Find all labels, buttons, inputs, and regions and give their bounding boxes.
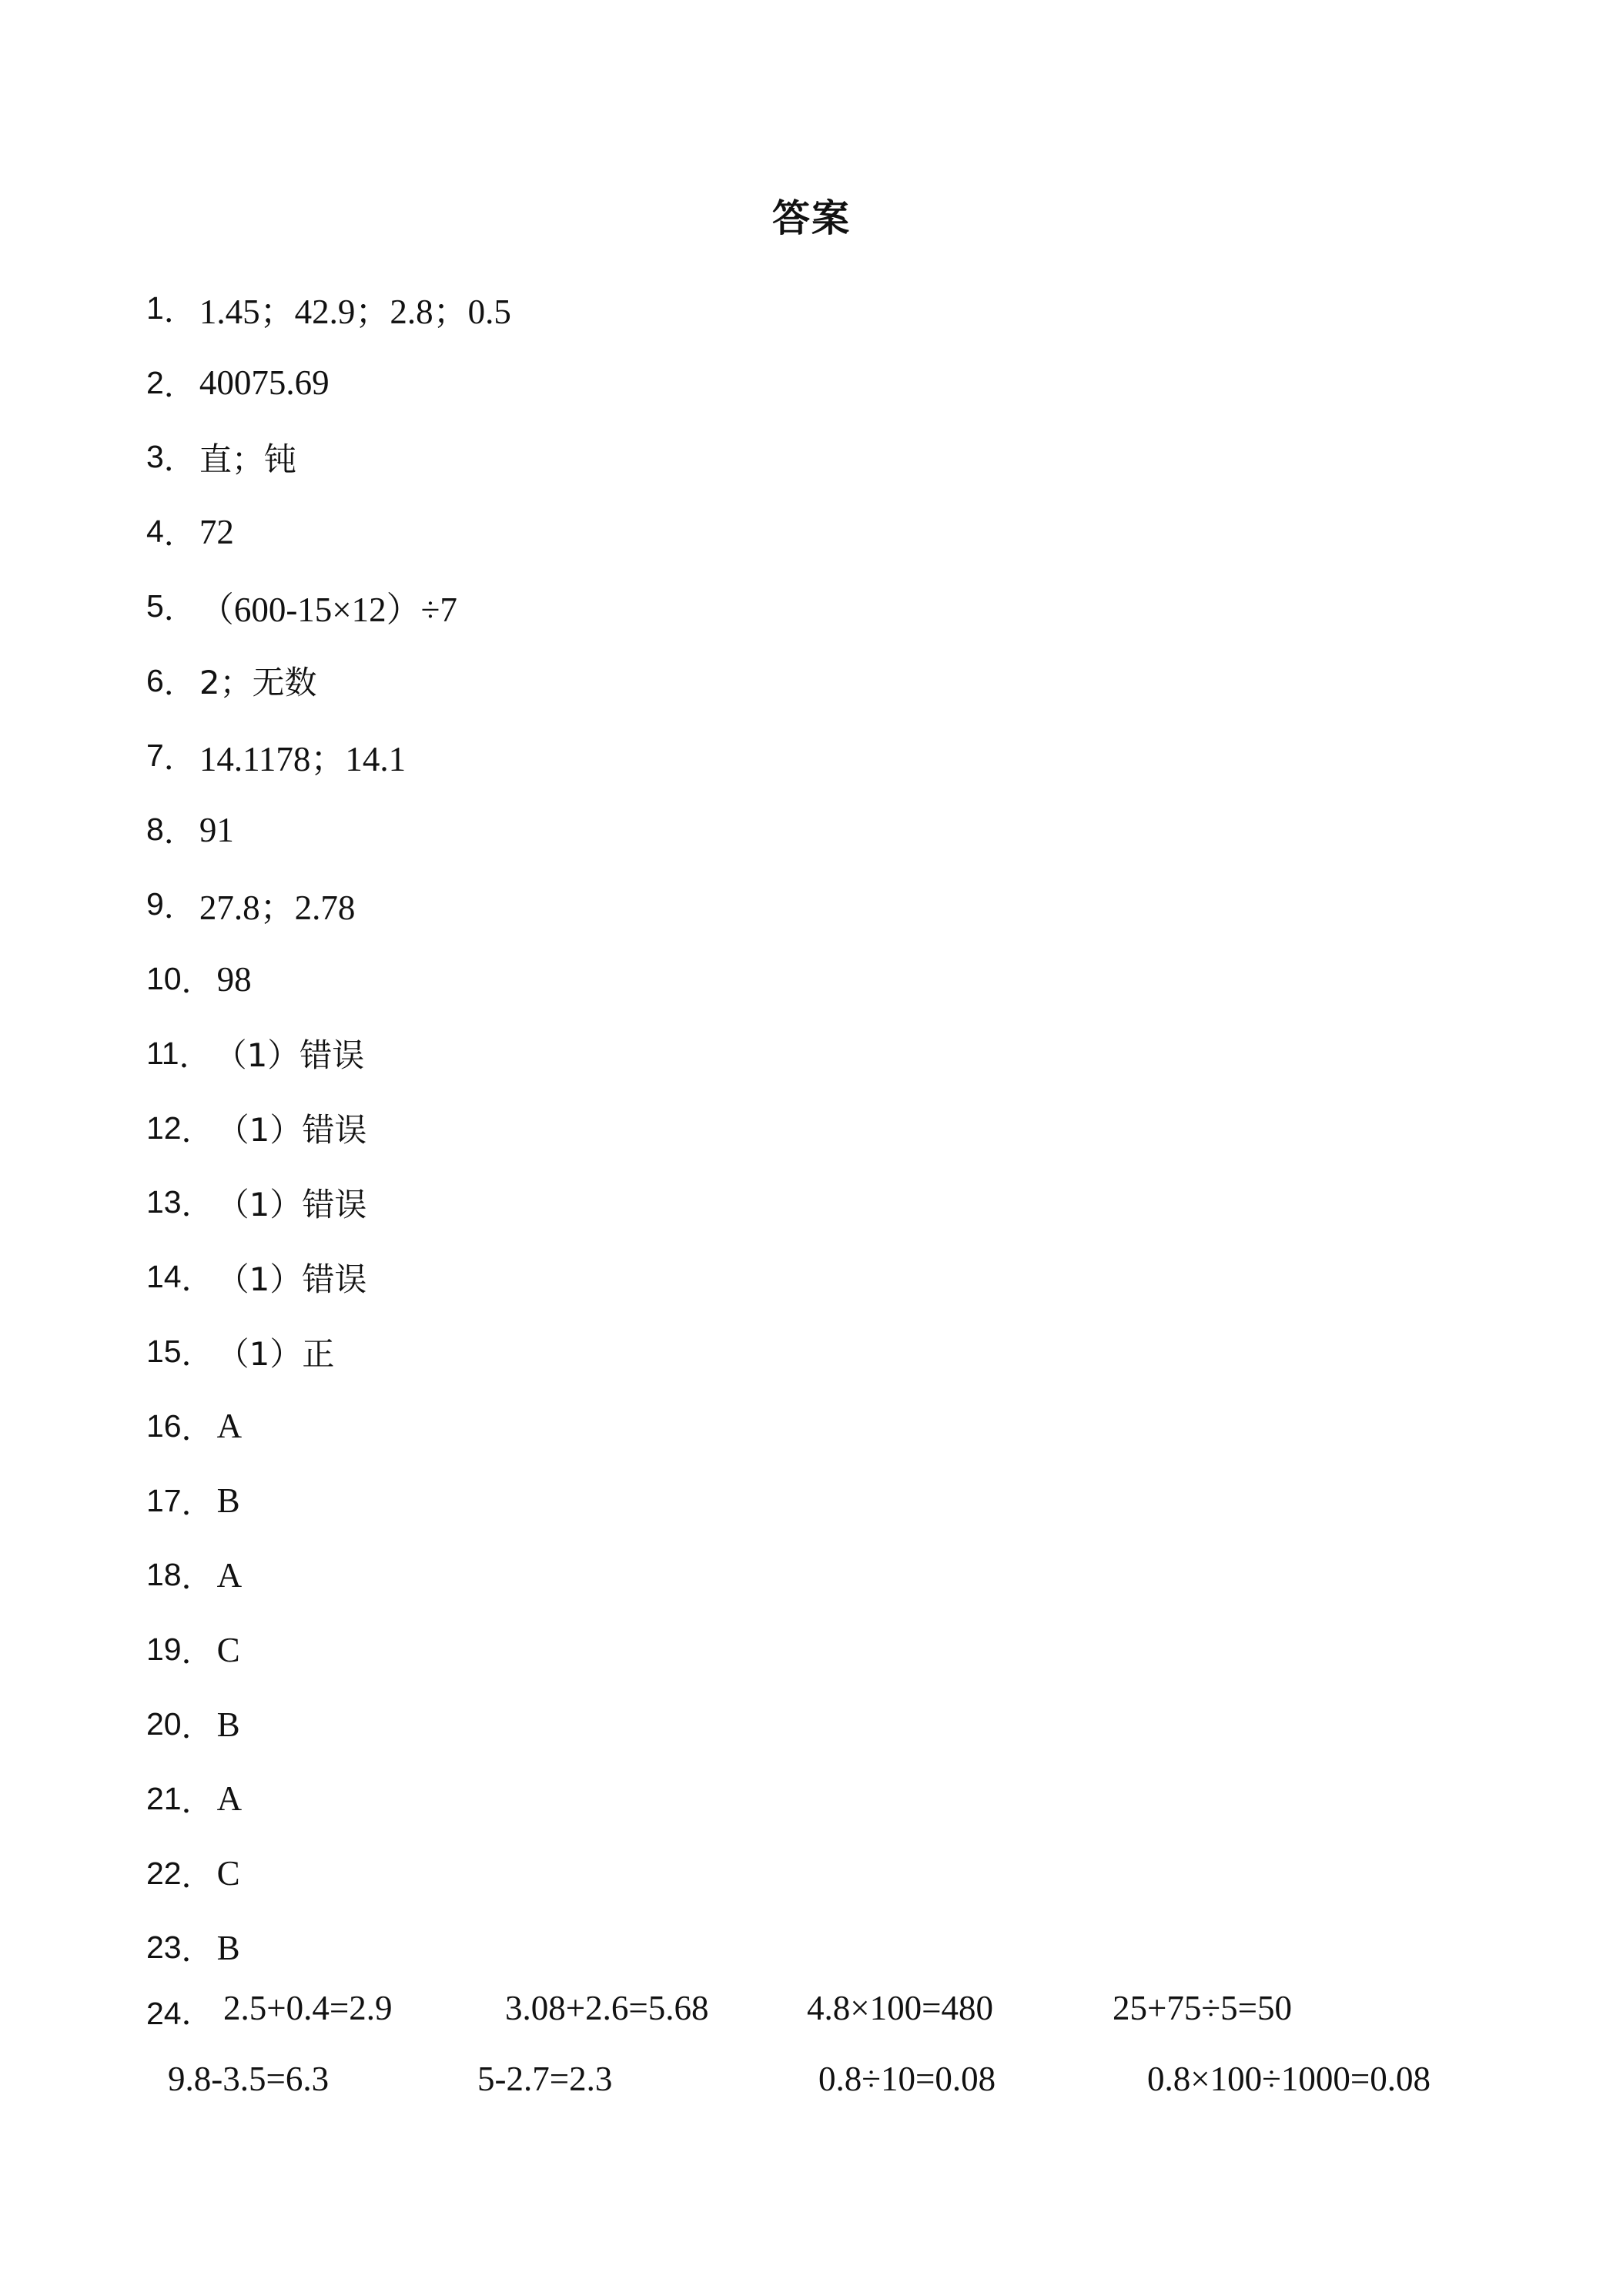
answer-text: A xyxy=(216,1407,243,1446)
answer-text: A xyxy=(216,1779,243,1819)
answer-separator: ． xyxy=(163,292,196,330)
answer-item xyxy=(146,569,1501,644)
answer-separator: ． xyxy=(163,441,196,479)
answer-number: 20 xyxy=(146,1706,182,1742)
answer-number: 6 xyxy=(146,662,164,698)
answer-separator: ． xyxy=(163,366,196,404)
answer-text: A xyxy=(216,1555,243,1595)
answer-item xyxy=(146,644,1501,718)
answer-number: 4 xyxy=(146,514,164,550)
answer-text: 72 xyxy=(199,512,234,551)
answer-item xyxy=(146,1464,1501,1538)
q24-calc-3: 4.8×100=480 xyxy=(807,1989,994,2027)
answer-text: B xyxy=(216,1928,240,1967)
answer-text: 直；钝 xyxy=(199,440,296,478)
answer-text: C xyxy=(216,1854,240,1893)
answer-number: 18 xyxy=(146,1557,182,1593)
answer-separator: ． xyxy=(181,1634,213,1672)
answer-text: （1）错误 xyxy=(216,1185,367,1223)
page-title: 答案 xyxy=(771,196,851,240)
q24-number: 24． xyxy=(146,1995,213,2032)
answer-number: 8 xyxy=(146,812,164,848)
answer-number: 19 xyxy=(146,1632,182,1668)
q24-calc-1: 2.5+0.4=2.9 xyxy=(223,1989,393,2027)
answer-separator: ． xyxy=(179,1037,211,1075)
answer-item xyxy=(146,1538,1501,1613)
answer-number: 17 xyxy=(146,1482,182,1518)
q24-row-1 xyxy=(146,1988,1532,2034)
q24-calc-7: 0.8÷10=0.08 xyxy=(818,2060,996,2098)
answer-item xyxy=(146,420,1501,495)
answer-item xyxy=(146,346,1501,420)
answer-item xyxy=(146,1166,1501,1240)
answer-text: 14.1178；14.1 xyxy=(199,739,407,778)
answer-separator: ． xyxy=(181,1932,213,1970)
answer-text: （1）错误 xyxy=(216,1111,367,1150)
q24-calc-4: 25+75÷5=50 xyxy=(1113,1989,1292,2027)
answer-text: 40075.69 xyxy=(199,363,330,403)
answer-text: B xyxy=(216,1705,240,1744)
answer-text: 1.45；42.9；2.8；0.5 xyxy=(199,292,511,331)
answer-number: 16 xyxy=(146,1407,182,1444)
answer-separator: ． xyxy=(181,1336,213,1374)
answer-text: （600-15×12）÷7 xyxy=(199,591,457,630)
answer-list xyxy=(146,271,1501,1985)
answer-separator: ． xyxy=(181,1559,213,1597)
answer-separator: ． xyxy=(163,739,196,777)
answer-number: 3 xyxy=(146,439,164,475)
answer-item xyxy=(146,1911,1501,1986)
answer-item xyxy=(146,1687,1501,1762)
answer-number: 22 xyxy=(146,1855,182,1891)
answer-number: 5 xyxy=(146,588,164,624)
q24-calc-5: 9.8-3.5=6.3 xyxy=(168,2060,330,2098)
answer-text: （1）正 xyxy=(216,1334,335,1373)
answer-item xyxy=(146,793,1501,868)
answer-separator: ． xyxy=(163,814,196,852)
answer-text: （1）错误 xyxy=(216,1260,367,1298)
answer-number: 2 xyxy=(146,364,164,400)
answer-separator: ． xyxy=(163,591,196,628)
answer-text: （1）错误 xyxy=(214,1036,365,1075)
answer-item xyxy=(146,494,1501,569)
q24-calc-8: 0.8×100÷1000=0.08 xyxy=(1147,2060,1431,2098)
answer-separator: ． xyxy=(181,1857,213,1895)
answer-number: 10 xyxy=(146,961,182,997)
answer-text: C xyxy=(216,1630,240,1669)
answer-item xyxy=(146,1314,1501,1389)
answer-text: 98 xyxy=(216,959,252,999)
answer-separator: ． xyxy=(181,1261,213,1299)
answer-separator: ． xyxy=(181,1484,213,1522)
answer-separator: ． xyxy=(181,963,213,1001)
answer-separator: ． xyxy=(163,664,196,702)
answer-item xyxy=(146,1091,1501,1166)
answer-item xyxy=(146,1836,1501,1911)
answer-number: 13 xyxy=(146,1184,182,1220)
answer-item xyxy=(146,271,1501,346)
answer-number: 23 xyxy=(146,1930,182,1966)
answer-text: B xyxy=(216,1481,240,1521)
answer-number: 21 xyxy=(146,1780,182,1816)
answer-item xyxy=(146,1016,1501,1091)
answer-text: 91 xyxy=(199,810,234,849)
answer-separator: ． xyxy=(181,1782,213,1820)
answer-item xyxy=(146,1612,1501,1687)
answer-separator: ． xyxy=(181,1709,213,1746)
answer-item xyxy=(146,867,1501,942)
answer-text: 27.8；2.78 xyxy=(199,889,356,928)
answer-item xyxy=(146,1389,1501,1464)
q24-calc-6: 5-2.7=2.3 xyxy=(477,2060,613,2098)
answer-separator: ． xyxy=(163,889,196,926)
answer-text: 2；无数 xyxy=(199,664,317,702)
answer-separator: ． xyxy=(181,1186,213,1224)
q24-calc-2: 3.08+2.6=5.68 xyxy=(505,1989,709,2027)
answer-number: 1 xyxy=(146,290,164,326)
answer-number: 9 xyxy=(146,886,164,922)
q24-row-2 xyxy=(146,2059,1532,2105)
answer-separator: ． xyxy=(163,516,196,554)
answer-item xyxy=(146,942,1501,1016)
answer-number: 11 xyxy=(146,1035,179,1071)
answer-item xyxy=(146,1762,1501,1836)
answer-number: 15 xyxy=(146,1334,182,1370)
answer-number: 14 xyxy=(146,1259,182,1295)
answer-item xyxy=(146,1240,1501,1314)
answer-number: 7 xyxy=(146,737,164,773)
answer-item xyxy=(146,718,1501,793)
answer-separator: ． xyxy=(181,1410,213,1448)
answer-number: 12 xyxy=(146,1110,182,1146)
answer-separator: ． xyxy=(181,1112,213,1150)
